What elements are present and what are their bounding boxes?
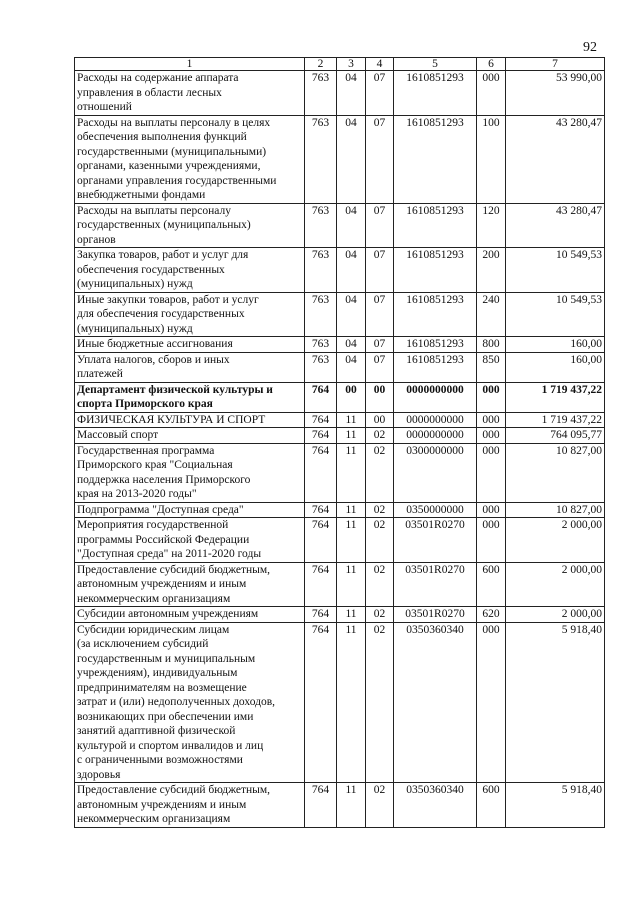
- target-article-code: 0000000000: [394, 382, 477, 412]
- expense-type-code: 000: [477, 382, 506, 412]
- amount: 43 280,47: [506, 203, 605, 248]
- department-code: 764: [305, 382, 337, 412]
- department-code: 764: [305, 562, 337, 607]
- table-row: [75, 115, 605, 203]
- expense-name: Иные закупки товаров, работ и услуг для обеспечения государственных (муниципальных) нужд: [75, 292, 305, 337]
- table-header: [75, 58, 605, 71]
- expense-type-code: 120: [477, 203, 506, 248]
- expense-type-code: 620: [477, 607, 506, 623]
- expense-name: Расходы на выплаты персоналу в целях обеспечения выполнения функций государственными (муниципальными) органами, казенными учреждениями, органами управления государственными внебюджетными фондами: [75, 115, 305, 203]
- table-row: [75, 783, 605, 828]
- header-col-2: 2: [305, 58, 337, 71]
- amount: 1 719 437,22: [506, 382, 605, 412]
- amount: 10 549,53: [506, 248, 605, 293]
- subsection-code: 02: [366, 607, 394, 623]
- subsection-code: 00: [366, 382, 394, 412]
- table-row: [75, 562, 605, 607]
- amount: 10 549,53: [506, 292, 605, 337]
- table-row: [75, 518, 605, 563]
- header-col-3: 3: [337, 58, 366, 71]
- section-code: 11: [337, 502, 366, 518]
- department-code: 763: [305, 352, 337, 382]
- department-code: 763: [305, 203, 337, 248]
- amount: 10 827,00: [506, 443, 605, 502]
- expense-type-code: 600: [477, 783, 506, 828]
- target-article-code: 1610851293: [394, 203, 477, 248]
- table-row: [75, 248, 605, 293]
- expense-name: Департамент физической культуры и спорта Приморского края: [75, 382, 305, 412]
- target-article-code: 03501R0270: [394, 562, 477, 607]
- table-row: [75, 71, 605, 116]
- amount: 53 990,00: [506, 71, 605, 116]
- department-code: 763: [305, 115, 337, 203]
- expense-type-code: 850: [477, 352, 506, 382]
- header-col-7: 7: [506, 58, 605, 71]
- table-row: [75, 352, 605, 382]
- amount: 160,00: [506, 352, 605, 382]
- table-row: [75, 337, 605, 353]
- budget-table: [74, 57, 605, 828]
- amount: 2 000,00: [506, 607, 605, 623]
- header-col-5: 5: [394, 58, 477, 71]
- expense-name: Уплата налогов, сборов и иных платежей: [75, 352, 305, 382]
- expense-type-code: 000: [477, 622, 506, 783]
- header-row: [75, 58, 605, 71]
- table-row: [75, 428, 605, 444]
- expense-name: Массовый спорт: [75, 428, 305, 444]
- expense-type-code: 000: [477, 428, 506, 444]
- expense-type-code: 800: [477, 337, 506, 353]
- target-article-code: 1610851293: [394, 352, 477, 382]
- department-code: 764: [305, 607, 337, 623]
- target-article-code: 0300000000: [394, 443, 477, 502]
- amount: 10 827,00: [506, 502, 605, 518]
- section-code: 00: [337, 382, 366, 412]
- expense-name: Иные бюджетные ассигнования: [75, 337, 305, 353]
- amount: 2 000,00: [506, 518, 605, 563]
- subsection-code: 02: [366, 428, 394, 444]
- page-number: 92: [583, 40, 597, 55]
- subsection-code: 07: [366, 352, 394, 382]
- expense-type-code: 100: [477, 115, 506, 203]
- expense-name: ФИЗИЧЕСКАЯ КУЛЬТУРА И СПОРТ: [75, 412, 305, 428]
- amount: 160,00: [506, 337, 605, 353]
- amount: 5 918,40: [506, 783, 605, 828]
- amount: 43 280,47: [506, 115, 605, 203]
- expense-type-code: 200: [477, 248, 506, 293]
- subsection-code: 07: [366, 248, 394, 293]
- expense-name: Расходы на выплаты персоналу государственных (муниципальных) органов: [75, 203, 305, 248]
- amount: 2 000,00: [506, 562, 605, 607]
- expense-name: Предоставление субсидий бюджетным, автономным учреждениям и иным некоммерческим организациям: [75, 562, 305, 607]
- section-code: 11: [337, 428, 366, 444]
- department-code: 764: [305, 428, 337, 444]
- table-body: [75, 71, 605, 828]
- table-row: [75, 443, 605, 502]
- section-code: 11: [337, 518, 366, 563]
- subsection-code: 02: [366, 443, 394, 502]
- target-article-code: 1610851293: [394, 337, 477, 353]
- expense-type-code: 000: [477, 518, 506, 563]
- target-article-code: 03501R0270: [394, 607, 477, 623]
- expense-name: Предоставление субсидий бюджетным, автономным учреждениям и иным некоммерческим организациям: [75, 783, 305, 828]
- department-code: 764: [305, 412, 337, 428]
- section-code: 11: [337, 783, 366, 828]
- section-code: 04: [337, 352, 366, 382]
- target-article-code: 0350000000: [394, 502, 477, 518]
- header-col-6: 6: [477, 58, 506, 71]
- section-code: 11: [337, 443, 366, 502]
- subsection-code: 02: [366, 562, 394, 607]
- expense-name: Мероприятия государственной программы Российской Федерации "Доступная среда" на 2011-2020 годы: [75, 518, 305, 563]
- target-article-code: 1610851293: [394, 115, 477, 203]
- expense-name: Государственная программа Приморского края "Социальная поддержка населения Приморского края на 2013-2020 годы": [75, 443, 305, 502]
- expense-name: Расходы на содержание аппарата управления в области лесных отношений: [75, 71, 305, 116]
- expense-type-code: 000: [477, 412, 506, 428]
- section-code: 04: [337, 292, 366, 337]
- header-col-4: 4: [366, 58, 394, 71]
- table-row: [75, 412, 605, 428]
- subsection-code: 02: [366, 518, 394, 563]
- department-code: 764: [305, 502, 337, 518]
- department-code: 764: [305, 443, 337, 502]
- target-article-code: 0000000000: [394, 412, 477, 428]
- subsection-code: 07: [366, 115, 394, 203]
- target-article-code: 0350360340: [394, 783, 477, 828]
- amount: 5 918,40: [506, 622, 605, 783]
- section-code: 11: [337, 412, 366, 428]
- target-article-code: 03501R0270: [394, 518, 477, 563]
- section-code: 11: [337, 622, 366, 783]
- expense-type-code: 000: [477, 443, 506, 502]
- section-code: 11: [337, 562, 366, 607]
- table-row: [75, 292, 605, 337]
- department-code: 764: [305, 622, 337, 783]
- section-code: 11: [337, 607, 366, 623]
- target-article-code: 1610851293: [394, 71, 477, 116]
- table-row: [75, 203, 605, 248]
- expense-type-code: 240: [477, 292, 506, 337]
- subsection-code: 02: [366, 622, 394, 783]
- table-row: [75, 382, 605, 412]
- expense-name: Закупка товаров, работ и услуг для обеспечения государственных (муниципальных) нужд: [75, 248, 305, 293]
- department-code: 763: [305, 337, 337, 353]
- expense-type-code: 600: [477, 562, 506, 607]
- section-code: 04: [337, 115, 366, 203]
- department-code: 763: [305, 248, 337, 293]
- expense-name: Субсидии юридическим лицам (за исключением субсидий государственным и муниципальным учреждениям), индивидуальным предпринимателям на возмещение затрат и (или) недополученных доходов, возникающих при обеспечении ими занятий адаптивной физической культурой и спортом инвалидов и лиц с ограниченными возможностями здоровья: [75, 622, 305, 783]
- target-article-code: 1610851293: [394, 292, 477, 337]
- department-code: 763: [305, 292, 337, 337]
- amount: 764 095,77: [506, 428, 605, 444]
- table-row: [75, 607, 605, 623]
- expense-name: Субсидии автономным учреждениям: [75, 607, 305, 623]
- target-article-code: 1610851293: [394, 248, 477, 293]
- expense-name: Подпрограмма "Доступная среда": [75, 502, 305, 518]
- department-code: 763: [305, 71, 337, 116]
- subsection-code: 07: [366, 71, 394, 116]
- subsection-code: 07: [366, 203, 394, 248]
- section-code: 04: [337, 203, 366, 248]
- subsection-code: 00: [366, 412, 394, 428]
- section-code: 04: [337, 248, 366, 293]
- department-code: 764: [305, 518, 337, 563]
- section-code: 04: [337, 337, 366, 353]
- target-article-code: 0350360340: [394, 622, 477, 783]
- section-code: 04: [337, 71, 366, 116]
- subsection-code: 02: [366, 783, 394, 828]
- table-row: [75, 502, 605, 518]
- table-row: [75, 622, 605, 783]
- subsection-code: 07: [366, 337, 394, 353]
- expense-type-code: 000: [477, 502, 506, 518]
- target-article-code: 0000000000: [394, 428, 477, 444]
- expense-type-code: 000: [477, 71, 506, 116]
- department-code: 764: [305, 783, 337, 828]
- subsection-code: 07: [366, 292, 394, 337]
- header-col-1: 1: [75, 58, 305, 71]
- amount: 1 719 437,22: [506, 412, 605, 428]
- subsection-code: 02: [366, 502, 394, 518]
